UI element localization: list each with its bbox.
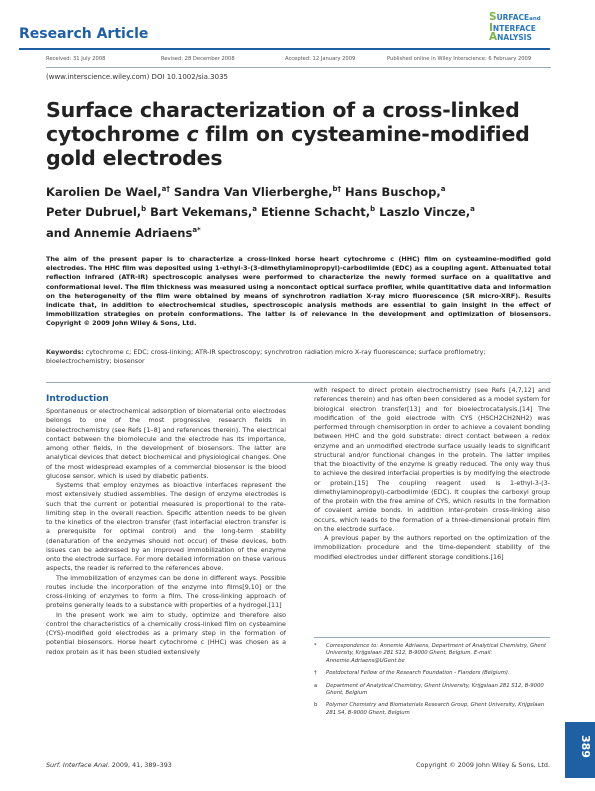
footnote: b Polymer Chemistry and Biomaterials Research Group, Ghent University, Krijgslaan 281 S4, B-9000 Ghent, Belgium (314, 702, 545, 716)
author: Sandra Van Vlierberghe, (169, 184, 333, 199)
paragraph: with respect to direct protein electrochemistry (see Refs [4,7,12] and references therein) and has often been considered as a model system for biological electron transfer[13] and for bioelectrocatalysis.[14] The modification of the gold electrode with CYS (HSCH2CH2NH2) was performed through chemisorption in order to achieve a covalent bonding between HHC and the gold substrate: direct contact between a redox enzyme and an unmodified electrode surface usually leads to significant structural and/or functional changes in the protein. The latter implies that the bioactivity of the enzyme is greatly reduced. The only way thus to achieve the desired interfacial properties is by modifying the electrode or protein.[15] The coupling reagent used is 1-ethyl-3-(3-dimethylaminopropyl)-carbodiimide (EDC). It couples the carboxyl group of the protein with the free amine of CYS, which results in the formation of covalent amide bonds. In addition inter-protein cross-linking also occurs, which leads to the formation of a three-dimensional protein film on the electrode surface. (314, 386, 550, 533)
page-number: 389 (579, 735, 592, 758)
footnote-rule (314, 637, 550, 638)
section-label: Research Article (19, 26, 149, 42)
revised-date: Revised: 28 December 2008 (161, 56, 235, 62)
footnote: * Correspondence to: Annemie Adriaens, Department of Analytical Chemistry, Ghent University, Krijgslaan 281 S12, B-9000 Ghent, Belgium. E-mail: Annemie.Adriaens@UGent.be (314, 643, 547, 664)
received-date: Received: 31 July 2008 (46, 56, 106, 62)
author: Karolien De Wael, (46, 184, 162, 199)
author: Laszlo Vincze, (375, 205, 471, 220)
paragraph: In the present work we aim to study, optimize and therefore also control the characteristics of a chemically cross-linked film on cysteamine (CYS)-modified gold electrodes as a primary step in the formation of potential biosensors. Horse heart cytochrome c (HHC) was chosen as a redox protein as it has been studied extensively (46, 610, 286, 656)
paragraph: Systems that employ enzymes as bioactive interfaces represent the most extensively studied assemblies. The design of enzyme electrodes is such that the current or potential measured is proportional to the rate-limiting step in the overall reaction. Specific attention needs to be given to the kinetics of the electron transfer (fast interfacial electron transfer is a prerequisite for optimal control) and the long-term stability (denaturation of the enzymes should not occur) of these devices, both issues can be addressed by an improved immobilization of the enzyme onto the electrode surface. For more detailed information on these various aspects, the reader is referred to the references above. (46, 481, 286, 573)
dates-rule (46, 67, 551, 68)
article-title: Surface characterization of a cross-linked cytochrome c film on cysteamine-modified gold electrodes (46, 98, 530, 170)
author: and Annemie Adriaens (46, 225, 193, 240)
section-divider (46, 382, 551, 383)
accepted-date: Accepted: 12 January 2009 (285, 56, 356, 62)
journal-citation: Surf. Interface Anal. 2009, 41, 389–393 (46, 761, 172, 769)
footnote: a Department of Analytical Chemistry, Ghent University, Krijgslaan 281 S12, B-9000 Ghent, Belgium (314, 682, 544, 697)
left-column (46, 407, 286, 657)
header-rule (19, 48, 550, 50)
footnote: † Postdoctoral Fellow of the Research Foundation - Flanders (Belgium). (314, 670, 510, 677)
author: Bart Vekemans, (146, 205, 253, 220)
footer-copyright: Copyright © 2009 John Wiley & Sons, Ltd. (416, 761, 550, 769)
author: Etienne Schacht, (256, 205, 371, 220)
author-list: Karolien De Wael,$^{a\dagger}$ Sandra Van Vlierberghe,$^{b\dagger}$ Hans Buschop,$^a$ Peter Dubruel,$^b$ Bart Vekemans,$^a$ Etienne Schacht,$^b$ Laszlo Vincze,$^a$ and Annemie Adriaens$^{a*}$ (46, 184, 475, 240)
footnotes (314, 643, 550, 722)
author: Hans Buschop, (341, 184, 441, 199)
journal-logo: SURFACEand INTERFACE ANALYSIS (489, 11, 541, 43)
doi-link[interactable]: (www.interscience.wiley.com) DOI 10.1002/sia.3035 (46, 73, 228, 81)
paragraph: The immobilization of enzymes can be done in different ways. Possible routes include the incorporation of the enzyme into films[9,10] or the cross-linking of enzymes to form a film. The cross-linking approach of proteins generally leads to a substance with properties of a hydrogel.[11] (46, 573, 286, 610)
introduction-heading: Introduction (46, 394, 109, 404)
author: Peter Dubruel, (46, 205, 142, 220)
dates-row (46, 56, 551, 66)
keywords: Keywords: cytochrome c; EDC; cross-linking; ATR-IR spectroscopy; synchrotron radiation micro X-ray fluorescence; surface profilometry; bioelectrochemistry; biosensor (46, 348, 486, 366)
right-column (314, 386, 550, 562)
paragraph: A previous paper by the authors reported on the optimization of the immobilization procedure and the time-dependent stability of the modified electrodes under different storage conditions.[16] (314, 534, 550, 561)
paragraph: Spontaneous or electrochemical adsorption of biomaterial onto electrodes belongs to one of the most progressive research fields in bioelectrochemistry (see Refs [1–8] and references therein). The electrical contact between the biomolecule and the electrode has its importance, among other fields, in the development of biosensors. The latter are analytical devices that detect biochemical and physiological changes. One of the most widespread examples of a commercial biosensor is the blood glucose sensor, which is used by diabetic patients. (46, 407, 286, 480)
abstract: The aim of the present paper is to characterize a cross-linked horse heart cytochrome c (HHC) film on cysteamine-modified gold electrodes. The HHC film was deposited using 1-ethyl-3-(3-dimethylaminopropyl)-carbodiimide (EDC) as a coupling agent. Attenuated total reflection infrared (ATR-IR) spectroscopic analyses were performed to characterize the newly formed surface on a qualitative and conformational level. The film thickness was measured using a noncontact optical surface profiler, while quantitative data and information on the heterogeneity of the film were obtained by means of synchrotron radiation X-ray micro fluorescence (SR micro-XRF). Results indicate that, in addition to electrochemical studies, spectroscopic analysis methods are essential to gain insight in the effect of immobilization strategies on protein conformations. The latter is of relevance in the development and optimization of biosensors. Copyright © 2009 John Wiley & Sons, Ltd. (46, 255, 551, 328)
published-date: Published online in Wiley Interscience: 6 February 2009 (387, 56, 532, 62)
